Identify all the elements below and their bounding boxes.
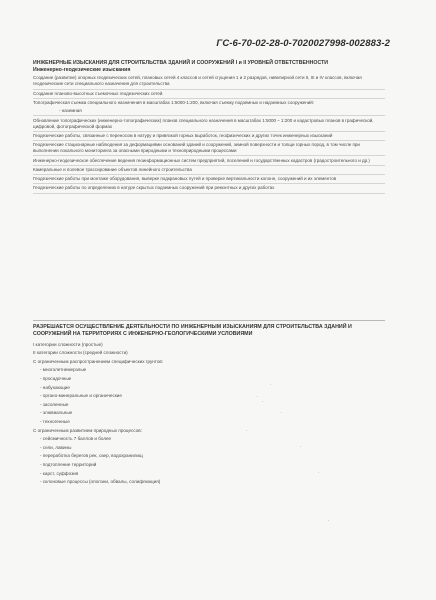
scan-speck (300, 446, 301, 447)
section1-heading: ИНЖЕНЕРНЫЕ ИЗЫСКАНИЯ ДЛЯ СТРОИТЕЛЬСТВА ЗДАНИЙ И СООРУЖЕНИЙ I и II УРОВНЕЙ ОТВЕТСТВЕННОСТИ (33, 60, 328, 66)
list-item: Геодезические работы, связанные с переносом в натуру и привязкой горных выработок, геофизических и других точек инженерных изысканий (33, 132, 385, 141)
section1-item-list (33, 74, 385, 193)
list-item: - подтопление территорий (40, 461, 97, 467)
section1-subheading: Инженерно-геодезические изыскания (33, 66, 131, 73)
list-item: Инженерно-геодезическое обеспечение ведения геоинформационных систем предприятий, поселений и государственных кадастров (градостроительного и др.) (33, 156, 385, 165)
scan-speck (281, 412, 282, 413)
list-item: Геодезические работы по определению в натуре скрытых подземных сооружений при ремонтных и других работах (33, 184, 385, 193)
list-item: - карст, суффозия (40, 470, 79, 476)
scan-speck (246, 430, 247, 431)
scan-speck (318, 472, 319, 473)
list-item: Обновление топографических (инженерно-топографических) планов специального назначения в масштабах 1:5000 – 1:200 и кадастровых планов в графической, цифровой, фотографической формах (33, 116, 385, 131)
list-item: Геодезические работы при монтаже оборудования, выверке подкрановых путей и проверке вертикальности колонн, сооружений и их элементов (33, 175, 385, 184)
section2-heading: РАЗРЕШАЕТСЯ ОСУЩЕСТВЛЕНИЕ ДЕЯТЕЛЬНОСТИ ПО ИНЖЕНЕРНЫМ ИЗЫСКАНИЯМ ДЛЯ СТРОИТЕЛЬСТВА ЗДАНИЙ И СООРУЖЕНИЙ НА ТЕРРИТОРИЯХ С ИНЖЕНЕРНО-ГЕОЛОГИЧЕСКИМИ УСЛОВИЯМИ (33, 324, 352, 337)
list-item: Создание планово-высотных съемочных геодезических сетей (33, 90, 385, 99)
list-item: - сейсмичность 7 баллов и более (40, 436, 112, 442)
list-item: С ограниченным развитием природных процессов: (33, 427, 142, 433)
scan-speck (328, 520, 329, 521)
list-item: - просадочные (40, 375, 72, 381)
section-geodetic-surveys (33, 60, 385, 194)
list-item: - засоленные (40, 401, 69, 407)
list-item: - наземная (33, 107, 385, 116)
list-item: I категории сложности (простые) (33, 341, 103, 347)
list-item: Геодезические стационарные наблюдения за деформациями оснований зданий и сооружений, земной поверхности и толщи горных пород, в том числе при выполнении локального мониторинга за опасными природными и техноприродными процессами (33, 141, 385, 156)
document-number: ГС-6-70-02-28-0-7020027998-002883-2 (216, 38, 390, 49)
list-item: - многолетнемерзлые (40, 367, 87, 373)
scan-speck (257, 396, 258, 397)
list-item: - набухающие (40, 384, 70, 390)
list-item: - органо-минеральные и органические (40, 393, 122, 399)
list-item: Топографическая съемка специального назначения в масштабах 1:5000-1:200, включая съемку подземных и надземных сооружений: (33, 99, 314, 105)
section-divider (33, 320, 385, 321)
section2-line-list (33, 341, 385, 487)
scan-speck (270, 384, 271, 385)
list-item: - сели, лавины (40, 444, 72, 450)
list-item: - склоновые процессы (оползни, обвалы, солифлюкция) (40, 479, 161, 485)
scan-speck (262, 401, 263, 402)
list-item: Камеральные и полевое трассирование объектов линейного строительства (33, 166, 385, 175)
list-item: - техногенные (40, 418, 70, 424)
list-item: - переработка берегов рек, озер, водохранилищ (40, 453, 143, 459)
list-item: Создание (развитие) опорных геодезических сетей, плановых сетей 4 классов и сетей сгущения 1 и 2 разрядов, нивелирной сети II, III и IV классов, включая геодезические сети специального назначения для строительства (33, 74, 385, 89)
list-item: II категории сложности (средней сложности) (33, 350, 128, 356)
list-item: - элювиальные (40, 410, 73, 416)
section-geological-conditions (33, 324, 385, 487)
list-item: С ограниченным распространением специфических грунтов: (33, 358, 164, 364)
